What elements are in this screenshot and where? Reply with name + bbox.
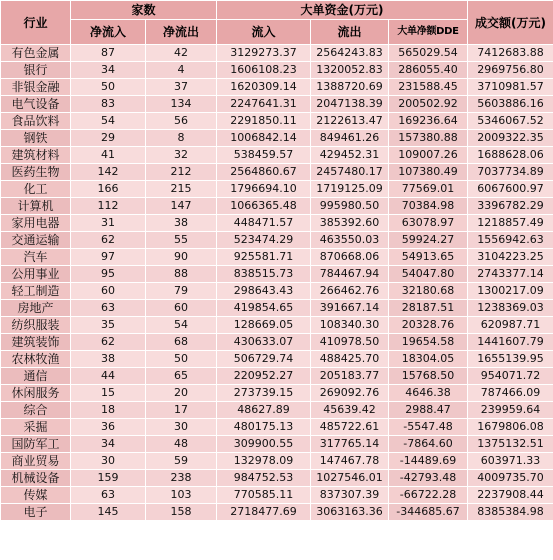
inflow-value: 925581.71 [217,249,311,266]
turnover-value: 6067600.97 [468,181,553,198]
net-in-count: 30 [71,453,146,470]
net-out-count: 88 [146,266,217,283]
net-out-count: 32 [146,147,217,164]
net-out-count: 20 [146,385,217,402]
dde-value: 18304.05 [389,351,468,368]
dde-value: -344685.67 [389,504,468,521]
dde-value: -5547.48 [389,419,468,436]
net-out-count: 50 [146,351,217,368]
outflow-value: 463550.03 [311,232,389,249]
outflow-value: 2457480.17 [311,164,389,181]
industry-name: 通信 [1,368,71,385]
inflow-value: 2564860.67 [217,164,311,181]
table-row [1,470,553,487]
industry-name: 汽车 [1,249,71,266]
net-in-count: 63 [71,487,146,504]
table-row [1,317,553,334]
net-in-count: 34 [71,62,146,79]
industry-name: 房地产 [1,300,71,317]
dde-value: 107380.49 [389,164,468,181]
table-row [1,351,553,368]
turnover-value: 1218857.49 [468,215,553,232]
table-row [1,113,553,130]
outflow-value: 1320052.83 [311,62,389,79]
header-net-out: 净流出 [146,20,217,45]
turnover-value: 2237908.44 [468,487,553,504]
industry-name: 休闲服务 [1,385,71,402]
dde-value: 109007.26 [389,147,468,164]
outflow-value: 837307.39 [311,487,389,504]
net-out-count: 103 [146,487,217,504]
outflow-value: 485722.61 [311,419,389,436]
table-row [1,198,553,215]
turnover-value: 1441607.79 [468,334,553,351]
dde-value: -7864.60 [389,436,468,453]
industry-name: 传媒 [1,487,71,504]
inflow-value: 48627.89 [217,402,311,419]
outflow-value: 849461.26 [311,130,389,147]
outflow-value: 429452.31 [311,147,389,164]
dde-value: 286055.40 [389,62,468,79]
dde-value: 157380.88 [389,130,468,147]
table-row [1,62,553,79]
industry-name: 国防军工 [1,436,71,453]
net-in-count: 95 [71,266,146,283]
outflow-value: 1719125.09 [311,181,389,198]
industry-name: 公用事业 [1,266,71,283]
net-out-count: 238 [146,470,217,487]
net-out-count: 30 [146,419,217,436]
industry-name: 机械设备 [1,470,71,487]
dde-value: 565029.54 [389,45,468,62]
outflow-value: 1027546.01 [311,470,389,487]
net-out-count: 215 [146,181,217,198]
table-row [1,402,553,419]
turnover-value: 1688628.06 [468,147,553,164]
inflow-value: 523474.29 [217,232,311,249]
dde-value: 54047.80 [389,266,468,283]
inflow-value: 2247641.31 [217,96,311,113]
inflow-value: 1620309.14 [217,79,311,96]
inflow-value: 1066365.48 [217,198,311,215]
turnover-value: 3710981.57 [468,79,553,96]
inflow-value: 838515.73 [217,266,311,283]
turnover-value: 2969756.80 [468,62,553,79]
industry-name: 医药生物 [1,164,71,181]
industry-name: 轻工制造 [1,283,71,300]
table-row [1,300,553,317]
net-in-count: 41 [71,147,146,164]
industry-name: 银行 [1,62,71,79]
industry-name: 钢铁 [1,130,71,147]
inflow-value: 273739.15 [217,385,311,402]
table-row [1,419,553,436]
net-in-count: 166 [71,181,146,198]
net-in-count: 83 [71,96,146,113]
turnover-value: 5603886.16 [468,96,553,113]
net-out-count: 42 [146,45,217,62]
dde-value: 4646.38 [389,385,468,402]
industry-name: 电气设备 [1,96,71,113]
dde-value: 19654.58 [389,334,468,351]
turnover-value: 239959.64 [468,402,553,419]
inflow-value: 128669.05 [217,317,311,334]
outflow-value: 205183.77 [311,368,389,385]
outflow-value: 995980.50 [311,198,389,215]
net-in-count: 54 [71,113,146,130]
net-out-count: 79 [146,283,217,300]
net-out-count: 37 [146,79,217,96]
dde-value: -66722.28 [389,487,468,504]
table-row [1,181,553,198]
outflow-value: 410978.50 [311,334,389,351]
net-in-count: 60 [71,283,146,300]
industry-name: 化工 [1,181,71,198]
inflow-value: 298643.43 [217,283,311,300]
net-out-count: 59 [146,453,217,470]
industry-name: 有色金属 [1,45,71,62]
inflow-value: 3129273.37 [217,45,311,62]
inflow-value: 2291850.11 [217,113,311,130]
industry-name: 建筑装饰 [1,334,71,351]
net-in-count: 112 [71,198,146,215]
turnover-value: 7037734.89 [468,164,553,181]
industry-name: 家用电器 [1,215,71,232]
table-row [1,79,553,96]
table-row [1,249,553,266]
dde-value: 70384.98 [389,198,468,215]
turnover-value: 1556942.63 [468,232,553,249]
table-row [1,504,553,521]
turnover-value: 1300217.09 [468,283,553,300]
header-dde: 大单净额DDE [389,20,468,45]
outflow-value: 2564243.83 [311,45,389,62]
net-in-count: 142 [71,164,146,181]
turnover-value: 3104223.25 [468,249,553,266]
net-in-count: 62 [71,232,146,249]
outflow-value: 2047138.39 [311,96,389,113]
net-out-count: 17 [146,402,217,419]
turnover-value: 7412683.88 [468,45,553,62]
turnover-value: 620987.71 [468,317,553,334]
inflow-value: 770585.11 [217,487,311,504]
net-out-count: 158 [146,504,217,521]
outflow-value: 784467.94 [311,266,389,283]
industry-name: 交通运输 [1,232,71,249]
outflow-value: 108340.30 [311,317,389,334]
outflow-value: 385392.60 [311,215,389,232]
turnover-value: 2009322.35 [468,130,553,147]
header-net-in: 净流入 [71,20,146,45]
net-out-count: 38 [146,215,217,232]
outflow-value: 3063163.36 [311,504,389,521]
dde-value: 77569.01 [389,181,468,198]
inflow-value: 430633.07 [217,334,311,351]
industry-name: 非银金融 [1,79,71,96]
net-out-count: 212 [146,164,217,181]
table-row [1,453,553,470]
dde-value: 2988.47 [389,402,468,419]
net-out-count: 56 [146,113,217,130]
industry-name: 电子 [1,504,71,521]
net-out-count: 48 [146,436,217,453]
net-out-count: 60 [146,300,217,317]
turnover-value: 1238369.03 [468,300,553,317]
net-out-count: 54 [146,317,217,334]
outflow-value: 1388720.69 [311,79,389,96]
header-big-fund: 大单资金(万元) [217,1,468,20]
net-out-count: 65 [146,368,217,385]
table-row [1,436,553,453]
table-row [1,147,553,164]
net-in-count: 87 [71,45,146,62]
inflow-value: 1606108.23 [217,62,311,79]
outflow-value: 391667.14 [311,300,389,317]
inflow-value: 480175.13 [217,419,311,436]
net-in-count: 62 [71,334,146,351]
net-in-count: 18 [71,402,146,419]
outflow-value: 2122613.47 [311,113,389,130]
net-out-count: 68 [146,334,217,351]
turnover-value: 8385384.98 [468,504,553,521]
outflow-value: 488425.70 [311,351,389,368]
net-in-count: 29 [71,130,146,147]
header-inflow: 流入 [217,20,311,45]
industry-name: 建筑材料 [1,147,71,164]
outflow-value: 147467.78 [311,453,389,470]
inflow-value: 132978.09 [217,453,311,470]
table-row [1,215,553,232]
dde-value: 59924.27 [389,232,468,249]
inflow-value: 506729.74 [217,351,311,368]
dde-value: 54913.65 [389,249,468,266]
net-out-count: 8 [146,130,217,147]
inflow-value: 538459.57 [217,147,311,164]
net-out-count: 147 [146,198,217,215]
table-row [1,232,553,249]
turnover-value: 787466.09 [468,385,553,402]
table-row [1,368,553,385]
table-row [1,96,553,113]
industry-name: 综合 [1,402,71,419]
turnover-value: 5346067.52 [468,113,553,130]
table-row [1,334,553,351]
dde-value: 231588.45 [389,79,468,96]
net-in-count: 38 [71,351,146,368]
net-in-count: 145 [71,504,146,521]
table-row [1,385,553,402]
dde-value: 15768.50 [389,368,468,385]
turnover-value: 954071.72 [468,368,553,385]
table-row [1,164,553,181]
turnover-value: 1679806.08 [468,419,553,436]
turnover-value: 4009735.70 [468,470,553,487]
turnover-value: 1655139.95 [468,351,553,368]
inflow-value: 1796694.10 [217,181,311,198]
header-outflow: 流出 [311,20,389,45]
net-in-count: 35 [71,317,146,334]
outflow-value: 266462.76 [311,283,389,300]
dde-value: 20328.76 [389,317,468,334]
inflow-value: 984752.53 [217,470,311,487]
inflow-value: 448471.57 [217,215,311,232]
table-row [1,130,553,147]
outflow-value: 317765.14 [311,436,389,453]
dde-value: 32180.68 [389,283,468,300]
net-out-count: 4 [146,62,217,79]
table-row [1,266,553,283]
net-in-count: 44 [71,368,146,385]
industry-name: 计算机 [1,198,71,215]
industry-name: 商业贸易 [1,453,71,470]
net-in-count: 97 [71,249,146,266]
net-out-count: 55 [146,232,217,249]
net-in-count: 34 [71,436,146,453]
dde-value: 63078.97 [389,215,468,232]
dde-value: -42793.48 [389,470,468,487]
header-industry: 行业 [1,1,71,45]
outflow-value: 870668.06 [311,249,389,266]
header-turnover: 成交额(万元) [468,1,553,45]
net-out-count: 134 [146,96,217,113]
inflow-value: 220952.27 [217,368,311,385]
header-family-count: 家数 [71,1,217,20]
turnover-value: 2743377.14 [468,266,553,283]
industry-name: 纺织服装 [1,317,71,334]
net-in-count: 15 [71,385,146,402]
net-in-count: 50 [71,79,146,96]
net-in-count: 31 [71,215,146,232]
table-row [1,45,553,62]
outflow-value: 269092.76 [311,385,389,402]
turnover-value: 3396782.29 [468,198,553,215]
table-header [1,1,553,45]
turnover-value: 603971.33 [468,453,553,470]
industry-name: 采掘 [1,419,71,436]
net-out-count: 90 [146,249,217,266]
outflow-value: 45639.42 [311,402,389,419]
table-row [1,283,553,300]
dde-value: 28187.51 [389,300,468,317]
inflow-value: 419854.65 [217,300,311,317]
inflow-value: 2718477.69 [217,504,311,521]
inflow-value: 1006842.14 [217,130,311,147]
table-row [1,487,553,504]
dde-value: 169236.64 [389,113,468,130]
net-in-count: 63 [71,300,146,317]
turnover-value: 1375132.51 [468,436,553,453]
net-in-count: 36 [71,419,146,436]
table-body [1,45,553,521]
inflow-value: 309900.55 [217,436,311,453]
net-in-count: 159 [71,470,146,487]
industry-name: 食品饮料 [1,113,71,130]
dde-value: -14489.69 [389,453,468,470]
industry-name: 农林牧渔 [1,351,71,368]
dde-value: 200502.92 [389,96,468,113]
